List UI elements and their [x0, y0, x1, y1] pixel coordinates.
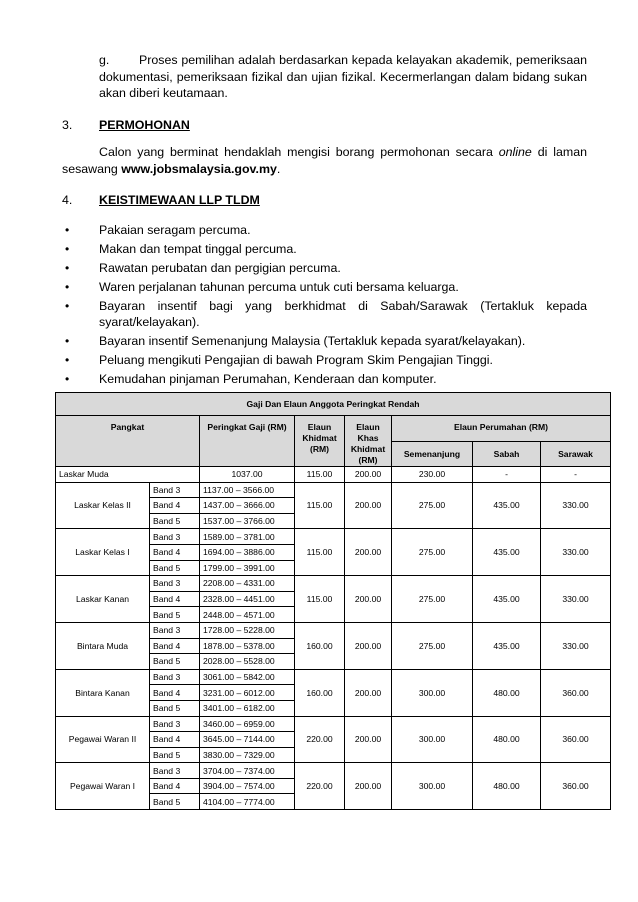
salary-cell: 2208.00 – 4331.00 — [200, 576, 295, 592]
salary-cell: 1137.00 – 3566.00 — [200, 482, 295, 498]
benefit-text: Bayaran insentif bagi yang berkhidmat di Sabah/Sarawak (Tertakluk kepada syarat/kelayakan). — [99, 298, 587, 330]
khas-cell: 200.00 — [345, 716, 392, 763]
application-text-italic: online — [498, 145, 532, 159]
sarawak-cell: 330.00 — [541, 482, 611, 529]
band-cell: Band 4 — [150, 685, 200, 701]
semenanjung-cell: 275.00 — [392, 482, 473, 529]
khidmat-cell: 115.00 — [295, 482, 345, 529]
band-cell: Band 3 — [150, 763, 200, 779]
band-cell: Band 4 — [150, 544, 200, 560]
khidmat-cell: 220.00 — [295, 716, 345, 763]
salary-cell: 1589.00 – 3781.00 — [200, 529, 295, 545]
band-cell: Band 3 — [150, 622, 200, 638]
khas-cell: 200.00 — [345, 763, 392, 810]
sabah-cell: 435.00 — [473, 529, 541, 576]
semenanjung-cell: 300.00 — [392, 669, 473, 716]
semenanjung-cell: 275.00 — [392, 529, 473, 576]
salary-cell: 2028.00 – 5528.00 — [200, 654, 295, 670]
section-number: 4. — [62, 193, 73, 207]
sabah-cell: 480.00 — [473, 763, 541, 810]
item-label: g. — [99, 53, 110, 67]
salary-table — [55, 392, 611, 810]
salary-cell: 2448.00 – 4571.00 — [200, 607, 295, 623]
band-cell: Band 4 — [150, 498, 200, 514]
khidmat-cell: 115.00 — [295, 576, 345, 623]
section-title: KEISTIMEWAAN LLP TLDM — [99, 193, 260, 207]
band-cell: Band 5 — [150, 560, 200, 576]
rank-cell: Laskar Muda — [56, 467, 200, 483]
sabah-cell: - — [473, 467, 541, 483]
khidmat-cell: 160.00 — [295, 669, 345, 716]
semenanjung-cell: 275.00 — [392, 622, 473, 669]
rank-cell: Laskar Kelas I — [56, 529, 150, 576]
benefit-text: Waren perjalanan tahunan percuma untuk cuti bersama keluarga. — [99, 279, 459, 294]
band-cell: Band 5 — [150, 700, 200, 716]
rank-cell: Bintara Muda — [56, 622, 150, 669]
salary-cell: 1728.00 – 5228.00 — [200, 622, 295, 638]
salary-cell: 1878.00 – 5378.00 — [200, 638, 295, 654]
khas-cell: 200.00 — [345, 576, 392, 623]
benefit-item — [62, 298, 587, 331]
table-row — [56, 576, 611, 592]
application-url: www.jobsmalaysia.gov.my — [121, 161, 277, 176]
sarawak-cell: - — [541, 467, 611, 483]
rank-cell: Pegawai Waran I — [56, 763, 150, 810]
application-text-1: Calon yang berminat hendaklah mengisi borang permohonan secara — [99, 145, 499, 159]
bullet-icon: • — [65, 260, 70, 275]
header-pangkat: Pangkat — [56, 416, 200, 467]
band-cell: Band 4 — [150, 591, 200, 607]
band-cell: Band 5 — [150, 513, 200, 529]
header-khas: Elaun Khas Khidmat (RM) — [345, 416, 392, 467]
band-cell: Band 4 — [150, 732, 200, 748]
rank-cell: Laskar Kelas II — [56, 482, 150, 529]
semenanjung-cell: 275.00 — [392, 576, 473, 623]
item-text: Proses pemilihan adalah berdasarkan kepada kelayakan akademik, pemeriksaan dokumentasi, pemeriksaan fizikal dan ujian fizikal. Kecermerlangan dalam bidang sukan akan diberi keutamaan. — [99, 53, 587, 100]
sabah-cell: 480.00 — [473, 669, 541, 716]
band-cell: Band 3 — [150, 576, 200, 592]
salary-cell: 1694.00 – 3886.00 — [200, 544, 295, 560]
salary-cell: 3061.00 – 5842.00 — [200, 669, 295, 685]
bullet-icon: • — [65, 223, 70, 237]
selection-process-item — [99, 52, 587, 102]
semenanjung-cell: 230.00 — [392, 467, 473, 483]
band-cell: Band 3 — [150, 716, 200, 732]
salary-cell: 1799.00 – 3991.00 — [200, 560, 295, 576]
salary-cell: 3830.00 – 7329.00 — [200, 747, 295, 763]
header-khidmat: Elaun Khidmat (RM) — [295, 416, 345, 467]
sarawak-cell: 360.00 — [541, 763, 611, 810]
table-row — [56, 669, 611, 685]
rank-cell: Laskar Kanan — [56, 576, 150, 623]
table-row — [56, 529, 611, 545]
band-cell: Band 4 — [150, 638, 200, 654]
khidmat-cell: 220.00 — [295, 763, 345, 810]
band-cell: Band 5 — [150, 747, 200, 763]
bullet-icon: • — [65, 279, 70, 294]
section-title: PERMOHONAN — [99, 118, 190, 132]
benefit-item — [62, 279, 587, 296]
sabah-cell: 435.00 — [473, 576, 541, 623]
salary-cell: 1037.00 — [200, 467, 295, 483]
bullet-icon: • — [65, 298, 70, 313]
header-gaji: Peringkat Gaji (RM) — [200, 416, 295, 467]
band-cell: Band 3 — [150, 529, 200, 545]
salary-cell: 3645.00 – 7144.00 — [200, 732, 295, 748]
band-cell: Band 5 — [150, 794, 200, 810]
table-row — [56, 716, 611, 732]
bullet-icon: • — [65, 241, 70, 256]
application-text-2: di laman sesawang — [62, 145, 587, 176]
sabah-cell: 435.00 — [473, 482, 541, 529]
benefit-item — [62, 371, 587, 388]
salary-cell: 3904.00 – 7574.00 — [200, 778, 295, 794]
table-title: Gaji Dan Elaun Anggota Peringkat Rendah — [56, 393, 611, 416]
header-semenanjung: Semenanjung — [392, 441, 473, 467]
khidmat-cell: 115.00 — [295, 529, 345, 576]
bullet-icon: • — [65, 352, 70, 367]
sarawak-cell: 330.00 — [541, 576, 611, 623]
band-cell: Band 3 — [150, 482, 200, 498]
benefits-list — [62, 222, 587, 390]
header-sarawak: Sarawak — [541, 441, 611, 467]
salary-cell: 4104.00 – 7774.00 — [200, 794, 295, 810]
benefit-text: Rawatan perubatan dan pergigian percuma. — [99, 260, 341, 275]
salary-cell: 2328.00 – 4451.00 — [200, 591, 295, 607]
header-sabah: Sabah — [473, 441, 541, 467]
sarawak-cell: 330.00 — [541, 529, 611, 576]
khidmat-cell: 115.00 — [295, 467, 345, 483]
salary-cell: 3401.00 – 6182.00 — [200, 700, 295, 716]
benefit-text: Pakaian seragam percuma. — [99, 223, 251, 237]
band-cell: Band 5 — [150, 607, 200, 623]
sarawak-cell: 360.00 — [541, 669, 611, 716]
sabah-cell: 480.00 — [473, 716, 541, 763]
khas-cell: 200.00 — [345, 669, 392, 716]
table-row — [56, 482, 611, 498]
benefit-text: Kemudahan pinjaman Perumahan, Kenderaan dan komputer. — [99, 371, 437, 386]
benefit-item — [62, 241, 587, 258]
khidmat-cell: 160.00 — [295, 622, 345, 669]
table-row — [56, 763, 611, 779]
application-text-3: . — [276, 161, 281, 176]
sarawak-cell: 330.00 — [541, 622, 611, 669]
section-number: 3. — [62, 118, 73, 132]
band-cell: Band 5 — [150, 654, 200, 670]
bullet-icon: • — [65, 333, 70, 348]
khas-cell: 200.00 — [345, 622, 392, 669]
salary-cell: 3231.00 – 6012.00 — [200, 685, 295, 701]
header-perumahan: Elaun Perumahan (RM) — [392, 416, 611, 442]
bullet-icon: • — [65, 371, 70, 386]
table-row — [56, 467, 611, 483]
salary-cell: 3460.00 – 6959.00 — [200, 716, 295, 732]
salary-cell: 1537.00 – 3766.00 — [200, 513, 295, 529]
rank-cell: Pegawai Waran II — [56, 716, 150, 763]
table-row — [56, 622, 611, 638]
band-cell: Band 4 — [150, 778, 200, 794]
band-cell: Band 3 — [150, 669, 200, 685]
sabah-cell: 435.00 — [473, 622, 541, 669]
benefit-item — [62, 222, 587, 239]
khas-cell: 200.00 — [345, 467, 392, 483]
benefit-item — [62, 352, 587, 369]
salary-cell: 1437.00 – 3666.00 — [200, 498, 295, 514]
sarawak-cell: 360.00 — [541, 716, 611, 763]
khas-cell: 200.00 — [345, 482, 392, 529]
benefit-item — [62, 333, 587, 350]
application-paragraph — [62, 144, 587, 177]
benefit-text: Makan dan tempat tinggal percuma. — [99, 241, 297, 256]
benefit-text: Bayaran insentif Semenanjung Malaysia (Tertakluk kepada syarat/kelayakan). — [99, 333, 526, 348]
benefit-item — [62, 260, 587, 277]
semenanjung-cell: 300.00 — [392, 716, 473, 763]
rank-cell: Bintara Kanan — [56, 669, 150, 716]
benefit-text: Peluang mengikuti Pengajian di bawah Program Skim Pengajian Tinggi. — [99, 352, 493, 367]
salary-cell: 3704.00 – 7374.00 — [200, 763, 295, 779]
semenanjung-cell: 300.00 — [392, 763, 473, 810]
khas-cell: 200.00 — [345, 529, 392, 576]
